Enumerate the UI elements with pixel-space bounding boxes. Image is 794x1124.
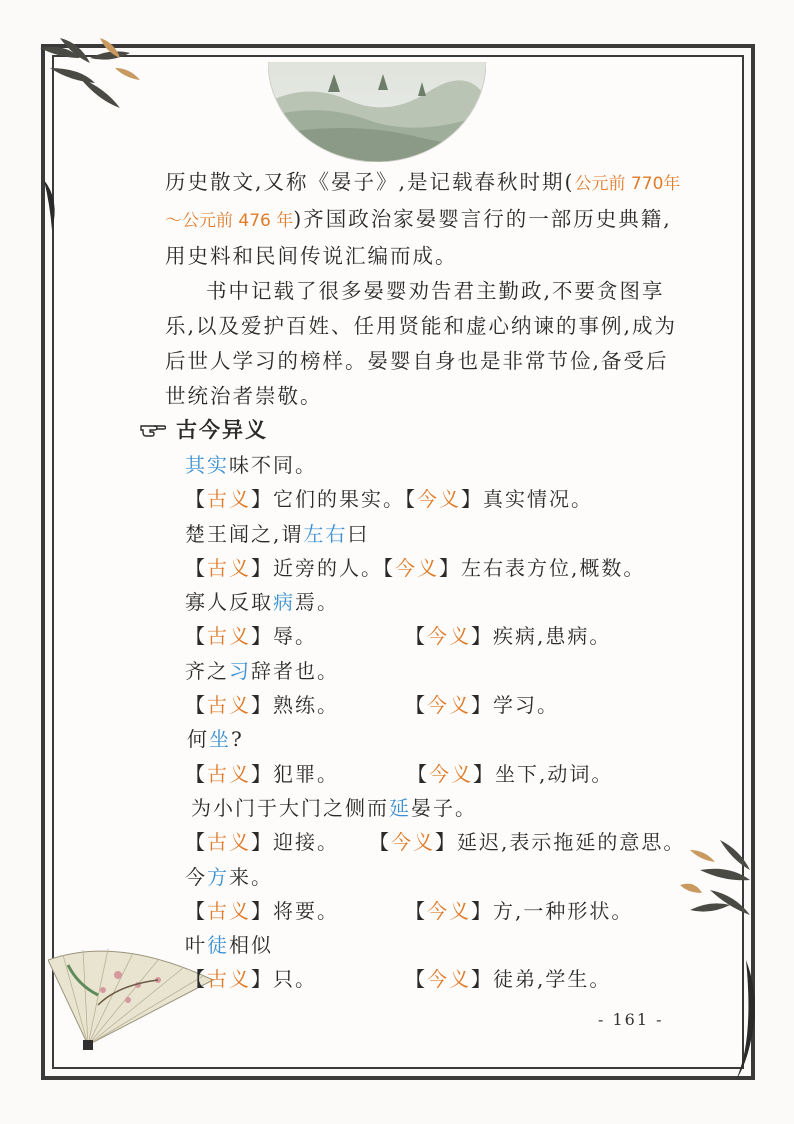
ancient-meaning-label: 古义 [207, 830, 251, 855]
modern-meaning-label: 今义 [417, 487, 461, 512]
ancient-meaning: 迎接。 [273, 830, 339, 855]
word-list [185, 448, 705, 997]
page-number: - 161 - [598, 1010, 664, 1029]
example-sentence [185, 860, 705, 894]
bracket: 【 [369, 830, 391, 855]
modern-meaning: 方,一种形状。 [493, 898, 634, 923]
section-title: 古今异义 [176, 418, 268, 442]
modern-meaning-label: 今义 [395, 555, 439, 580]
ancient-meaning-label: 古义 [207, 898, 251, 923]
bracket: 】 [251, 967, 273, 992]
ancient-meaning: 熟练。 [273, 693, 339, 718]
date-range-start: 公元前 770 [574, 174, 664, 194]
meaning-row [185, 688, 705, 722]
ancient-meaning-label: 古义 [207, 487, 251, 512]
bracket: 】 [471, 898, 493, 923]
highlighted-word: 徒 [207, 933, 229, 958]
ancient-meaning: 将要。 [273, 898, 339, 923]
intro-paragraph-1 [165, 165, 685, 274]
example-sentence [185, 448, 705, 482]
bracket: 【 [405, 898, 427, 923]
example-sentence [191, 791, 705, 825]
bracket: 】 [435, 830, 457, 855]
ancient-meaning-label: 古义 [207, 761, 251, 786]
modern-meaning: 延迟,表示拖延的意思。 [457, 830, 686, 855]
bracket: 】 [251, 555, 273, 580]
ancient-meaning: 辱。 [273, 624, 317, 649]
bracket: 【 [407, 761, 429, 786]
sentence-text: 晏子。 [411, 795, 477, 820]
modern-meaning-label: 今义 [391, 830, 435, 855]
sentence-text: 楚王闻之,谓 [185, 521, 304, 546]
modern-meaning-label: 今义 [427, 693, 471, 718]
meaning-row [185, 619, 705, 653]
landscape-painting-icon [268, 62, 486, 162]
meaning-row [185, 482, 705, 516]
modern-meaning-label: 今义 [429, 761, 473, 786]
modern-meaning-label: 今义 [427, 624, 471, 649]
ancient-meaning-label: 古义 [207, 555, 251, 580]
ink-swash-icon [42, 180, 62, 230]
bracket: 【 [185, 898, 207, 923]
bracket: 【 [405, 487, 417, 512]
ancient-meaning-label: 古义 [207, 967, 251, 992]
modern-meaning: 学习。 [493, 693, 559, 718]
bracket: 】 [461, 487, 483, 512]
section-heading [140, 414, 268, 444]
sentence-text: 来。 [229, 864, 273, 889]
bracket: 【 [405, 624, 427, 649]
bracket: 【 [185, 555, 207, 580]
intro-text-segment: )齐国政治家晏婴言行的一部历史典籍,用史料和民间传说汇编而成。 [165, 207, 672, 268]
modern-meaning: 坐下,动词。 [495, 761, 614, 786]
bracket: 【 [185, 487, 207, 512]
meaning-row [185, 825, 705, 859]
highlighted-word: 方 [207, 864, 229, 889]
bracket: 【 [185, 967, 207, 992]
bracket: 】 [439, 555, 461, 580]
example-sentence [185, 654, 705, 688]
sentence-text: 相似 [229, 933, 273, 958]
bracket: 【 [383, 555, 395, 580]
bracket: 】 [251, 693, 273, 718]
ancient-meaning: 只。 [273, 967, 317, 992]
modern-meaning-label: 今义 [427, 967, 471, 992]
highlighted-word: 左右 [303, 521, 348, 546]
bracket: 】 [471, 693, 493, 718]
modern-meaning: 疾病,患病。 [493, 624, 612, 649]
sentence-text: 今 [185, 864, 207, 889]
modern-meaning-label: 今义 [427, 898, 471, 923]
meaning-row [185, 894, 705, 928]
bracket: 】 [471, 967, 493, 992]
sentence-text: 辞者也。 [251, 658, 339, 683]
bracket: 【 [185, 830, 207, 855]
bracket: 【 [405, 967, 427, 992]
ancient-meaning: 它们的果实。 [273, 487, 405, 512]
meaning-row [185, 551, 705, 585]
bracket: 】 [473, 761, 495, 786]
ancient-meaning-label: 古义 [207, 624, 251, 649]
bracket: 】 [251, 761, 273, 786]
bracket: 】 [251, 487, 273, 512]
example-sentence [185, 585, 705, 619]
ink-swash-icon [726, 960, 766, 1080]
ancient-meaning: 犯罪。 [273, 761, 339, 786]
modern-meaning: 真实情况。 [483, 487, 593, 512]
sentence-text: 曰 [347, 521, 370, 546]
date-range-end: 年～公元前 476 年 [165, 174, 681, 231]
ancient-meaning-label: 古义 [207, 693, 251, 718]
highlighted-word: 病 [273, 590, 295, 615]
highlighted-word: 延 [389, 795, 411, 820]
sentence-text: 焉。 [295, 590, 339, 615]
sentence-text: 味不同。 [229, 453, 317, 477]
bamboo-leaves-icon [30, 28, 150, 138]
bracket: 【 [185, 624, 207, 649]
sentence-text: 叶 [185, 933, 207, 958]
modern-meaning: 徒弟,学生。 [493, 967, 612, 992]
sentence-text: 寡人反取 [185, 590, 273, 615]
bracket: 】 [251, 830, 273, 855]
example-sentence [185, 517, 705, 551]
bracket: 】 [251, 898, 273, 923]
modern-meaning: 左右表方位,概数。 [461, 555, 646, 580]
bracket: 】 [471, 624, 493, 649]
highlighted-word: 其实 [185, 453, 229, 477]
intro-paragraph-2: 书中记载了很多晏婴劝告君主勤政,不要贪图享乐,以及爱护百姓、任用贤能和虚心纳谏的事例,成为后世人学习的榜样。晏婴自身也是非常节俭,备受后世统治者崇敬。 [165, 279, 678, 408]
bracket: 【 [405, 693, 427, 718]
pointing-hand-icon [140, 420, 166, 438]
highlighted-word: 坐 [209, 727, 231, 752]
bracket: 】 [251, 624, 273, 649]
meaning-row [185, 962, 705, 996]
highlighted-word: 习 [229, 658, 251, 683]
ancient-meaning: 近旁的人。 [273, 555, 383, 580]
sentence-text: 何 [187, 727, 209, 752]
bracket: 【 [185, 761, 207, 786]
meaning-row [185, 757, 705, 791]
sentence-text: ? [231, 727, 244, 752]
sentence-text: 为小门于大门之侧而 [191, 795, 389, 820]
example-sentence [185, 928, 705, 962]
sentence-text: 齐之 [185, 658, 229, 683]
bracket: 【 [185, 693, 207, 718]
intro-text [165, 165, 685, 414]
example-sentence [187, 722, 705, 756]
intro-text-segment: 历史散文,又称《晏子》,是记载春秋时期( [165, 170, 575, 194]
